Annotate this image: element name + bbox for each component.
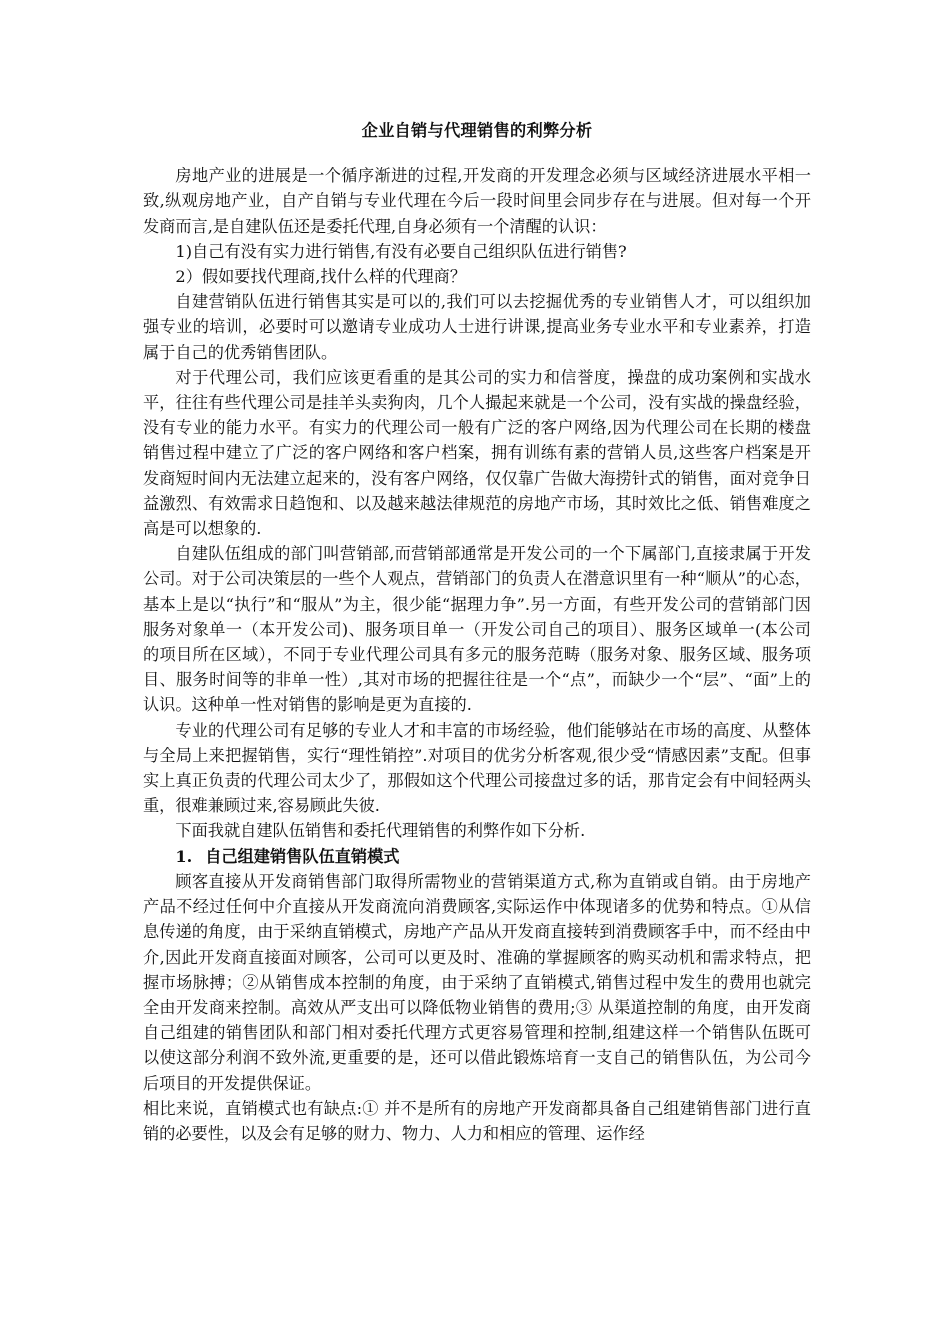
paragraph-intro: 房地产业的进展是一个循序渐进的过程,开发商的开发理念必须与区域经济进展水平相一致,纵观房地产业，自产自销与专业代理在今后一段时间里会同步存在与进展。但对每一个开发商而言,是自建队伍还是委托代理,自身必须有一个清醒的认识： (143, 166, 811, 236)
question-1: 1)自己有没有实力进行销售,有没有必要自己组织队伍进行销售? (175, 241, 627, 261)
section-heading (143, 844, 811, 869)
paragraph-agency: 对于代理公司，我们应该更看重的是其公司的实力和信誉度，操盘的成功案例和实战水平，往往有些代理公司是挂羊头卖狗肉，几个人撮起来就是一个公司，没有实战的操盘经验，没有专业的能力水平。有实力的代理公司一般有广泛的客户网络,因为代理公司在长期的楼盘销售过程中建立了广泛的客户网络和客户档案，拥有训练有素的营销人员,这些客户档案是开发商短时间内无法建立起来的，没有客户网络，仅仅靠广告做大海捞针式的销售，面对竞争日益激烈、有效需求日趋饱和、以及越来越法律规范的房地产市场，其时效比之低、销售难度之高是可以想象的. (143, 367, 811, 539)
document-title: 企业自销与代理销售的利弊分析 (361, 121, 593, 140)
paragraph-disadvantages: 相比来说，直销模式也有缺点:① 并不是所有的房地产开发商都具备自己组建销售部门进行直销的必要性，以及会有足够的财力、物力、人力和相应的管理、运作经 (143, 1098, 811, 1143)
question-2: 2）假如要找代理商,找什么样的代理商？ (175, 267, 467, 287)
paragraph-self-team: 自建营销队伍进行销售其实是可以的,我们可以去挖掘优秀的专业销售人才，可以组织加强专业的培训，必要时可以邀请专业成功人士进行讲课,提高业务专业水平和专业素养，打造属于自己的优秀销售团队。 (143, 292, 811, 362)
paragraph-marketing-dept: 自建队伍组成的部门叫营销部,而营销部通常是开发公司的一个下属部门,直接隶属于开发公司。对于公司决策层的一些个人观点，营销部门的负责人在潜意识里有一种“顺从”的心态，基本上是以“执行”和“服从”为主，很少能“据理力争”.另一方面，有些开发公司的营销部门因服务对象单一（本开发公司)、服务项目单一（开发公司自己的项目）、服务区域单一(本公司的项目所在区域），不同于专业代理公司具有多元的服务范畴（服务对象、服务区域、服务项目、服务时间等的非单一性）,其对市场的把握往往是一个“点”，而缺少一个“层”、“面”上的认识。这种单一性对销售的影响是更为直接的. (143, 544, 811, 715)
document-page (143, 118, 811, 1146)
section-number: 1. (175, 846, 193, 866)
paragraph-direct-sales: 顾客直接从开发商销售部门取得所需物业的营销渠道方式,称为直销或自销。由于房地产产品不经过任何中介直接从开发商流向消费顾客,实际运作中体现诸多的优势和特点。①从信息传递的角度，由于采纳直销模式，房地产产品从开发商直接转到消费顾客手中，而不经由中介,因此开发商直接面对顾客，公司可以更及时、准确的掌握顾客的购买动机和需求特点，把握市场脉搏；②从销售成本控制的角度，由于采纳了直销模式,销售过程中发生的费用也就完全由开发商来控制。高效从严支出可以降低物业销售的费用;③ 从渠道控制的角度，由开发商自己组建的销售团队和部门相对委托代理方式更容易管理和控制,组建这样一个销售队伍既可以使这部分利润不致外流,更重要的是，还可以借此锻炼培育一支自己的销售队伍，为公司今后项目的开发提供保证。 (143, 871, 811, 1093)
section-title: 自己组建销售队伍直销模式 (205, 846, 400, 866)
paragraph-professional-agency: 专业的代理公司有足够的专业人才和丰富的市场经验，他们能够站在市场的高度、从整体与全局上来把握销售，实行“理性销控”.对项目的优劣分析客观,很少受“情感因素”支配。但事实上真正负责的代理公司太少了，那假如这个代理公司接盘过多的话，那肯定会有中间轻两头重，很难兼顾过来,容易顾此失彼. (143, 720, 811, 816)
paragraph-transition: 下面我就自建队伍销售和委托代理销售的利弊作如下分析. (175, 821, 586, 841)
